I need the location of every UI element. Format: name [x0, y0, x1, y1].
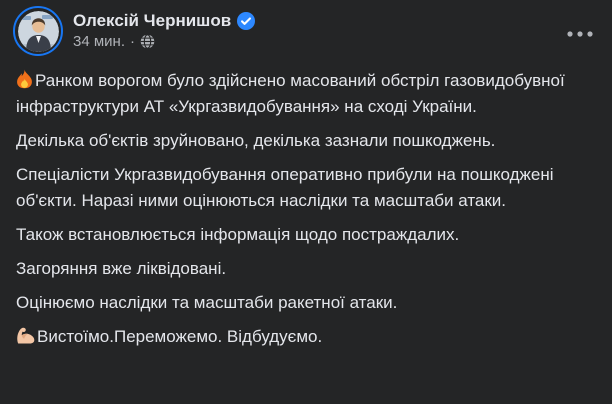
avatar-photo-icon: [18, 11, 59, 52]
avatar[interactable]: [13, 6, 63, 56]
globe-icon: [140, 34, 155, 49]
post-paragraph: [16, 324, 596, 350]
post-paragraph: [16, 68, 596, 120]
post-paragraph: Також встановлюється інформація щодо постраждалих.: [16, 225, 460, 244]
post-paragraph: Спеціалісти Укргазвидобування оперативно прибули на пошкоджені об'єкти. Наразі ними оцінюються наслідки та масштаби атаки.: [16, 165, 554, 210]
post-paragraph: Загоряння вже ліквідовані.: [16, 259, 227, 278]
flexed-biceps-emoji-icon: [16, 327, 35, 344]
meta-separator: ·: [130, 33, 135, 50]
post-paragraph: Декілька об'єктів зруйновано, декілька зазнали пошкоджень.: [16, 131, 496, 150]
post-body: [0, 56, 612, 350]
more-options-button[interactable]: [564, 19, 596, 49]
fire-emoji-icon: [16, 69, 33, 89]
post-header-info: [73, 6, 255, 49]
ellipsis-icon: [566, 30, 594, 38]
author-row: [73, 10, 255, 31]
post-text: Ранком ворогом було здійснено масований обстріл газовидобувної інфраструктури АТ «Укргазвидобування» на сході України.: [16, 71, 565, 116]
post-text: Вистоїмо.Переможемо. Відбудуємо.: [37, 327, 323, 346]
verified-badge-icon: [237, 12, 255, 30]
post-header: [0, 0, 612, 56]
post-meta: [73, 34, 255, 49]
timestamp[interactable]: 34 мин.: [73, 33, 125, 50]
author-name[interactable]: Олексій Чернишов: [73, 11, 232, 30]
post-paragraph: Оцінюємо наслідки та масштаби ракетної атаки.: [16, 293, 398, 312]
